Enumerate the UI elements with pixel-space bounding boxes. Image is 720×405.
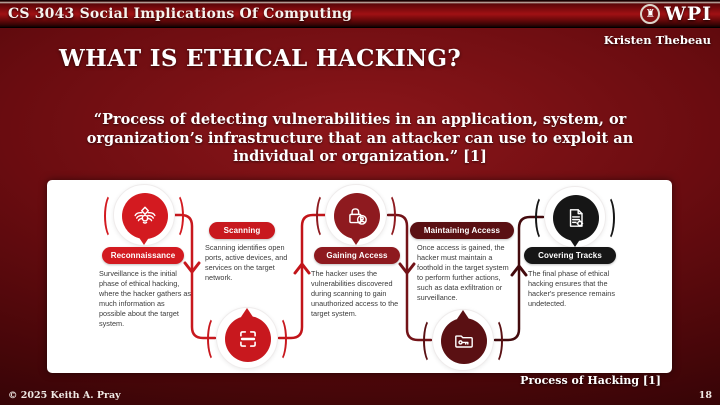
quote-text: “Process of detecting vulnerabilities in an application, system, or organization’s infrastructure that an attacker can use to exploit an individual or organization.” [1] bbox=[86, 111, 634, 166]
circle-tail bbox=[569, 238, 581, 247]
step-description: Once access is gained, the hacker must maintain a foothold in the target system to perform further actions, such as data exfiltration or surveillance. bbox=[417, 243, 509, 303]
step-label-pill: Scanning bbox=[209, 222, 275, 239]
wpi-seal-icon: ♜ bbox=[640, 4, 660, 24]
maintaining-access-circle bbox=[432, 309, 494, 371]
diagram-caption: Process of Hacking [1] bbox=[520, 374, 661, 387]
wpi-logo-text: WPI bbox=[664, 2, 712, 25]
covering-tracks-circle bbox=[544, 186, 606, 248]
paren-left-icon bbox=[104, 193, 120, 239]
scan-frame-icon bbox=[236, 327, 260, 351]
step-label-pill: Maintaining Access bbox=[410, 222, 514, 239]
header-bar bbox=[0, 0, 720, 28]
paren-right-icon bbox=[487, 318, 503, 364]
folder-key-icon bbox=[452, 329, 476, 353]
document-gear-icon bbox=[564, 206, 588, 230]
paren-right-icon bbox=[168, 193, 184, 239]
page-title: WHAT IS ETHICAL HACKING? bbox=[59, 45, 462, 72]
author-name: Kristen Thebeau bbox=[603, 33, 711, 47]
step-label-pill: Gaining Access bbox=[314, 247, 400, 264]
recon-wings-icon bbox=[133, 204, 157, 228]
paren-left-icon bbox=[535, 195, 551, 241]
circle-tail bbox=[241, 308, 253, 317]
paren-left-icon bbox=[423, 318, 439, 364]
scanning-circle bbox=[216, 307, 278, 369]
paren-left-icon bbox=[316, 193, 332, 239]
paren-right-icon bbox=[271, 316, 287, 362]
copyright-text: © 2025 Keith A. Pray bbox=[8, 390, 121, 401]
page-number: 18 bbox=[698, 390, 712, 401]
lock-user-icon bbox=[345, 204, 369, 228]
paren-left-icon bbox=[207, 316, 223, 362]
gaining-access-circle bbox=[325, 184, 387, 246]
circle-tail bbox=[457, 310, 469, 319]
reconnaissance-circle bbox=[113, 184, 175, 246]
step-description: Surveillance is the initial phase of ethical hacking, where the hacker gathers as much information as possible about the target system. bbox=[99, 269, 192, 329]
step-description: The final phase of ethical hacking ensures that the hacker's presence remains undetected. bbox=[528, 269, 615, 309]
circle-tail bbox=[138, 236, 150, 245]
step-label-pill: Covering Tracks bbox=[524, 247, 616, 264]
step-description: Scanning identifies open ports, active devices, and services on the target network. bbox=[205, 243, 288, 283]
wpi-logo bbox=[640, 3, 712, 25]
circle-tail bbox=[350, 236, 362, 245]
step-label-pill: Reconnaissance bbox=[102, 247, 184, 264]
process-diagram-panel bbox=[47, 180, 672, 373]
course-title: CS 3043 Social Implications Of Computing bbox=[8, 5, 353, 22]
paren-right-icon bbox=[380, 193, 396, 239]
step-description: The hacker uses the vulnerabilities discovered during scanning to gain unauthorized access to the target system. bbox=[311, 269, 399, 319]
paren-right-icon bbox=[599, 195, 615, 241]
